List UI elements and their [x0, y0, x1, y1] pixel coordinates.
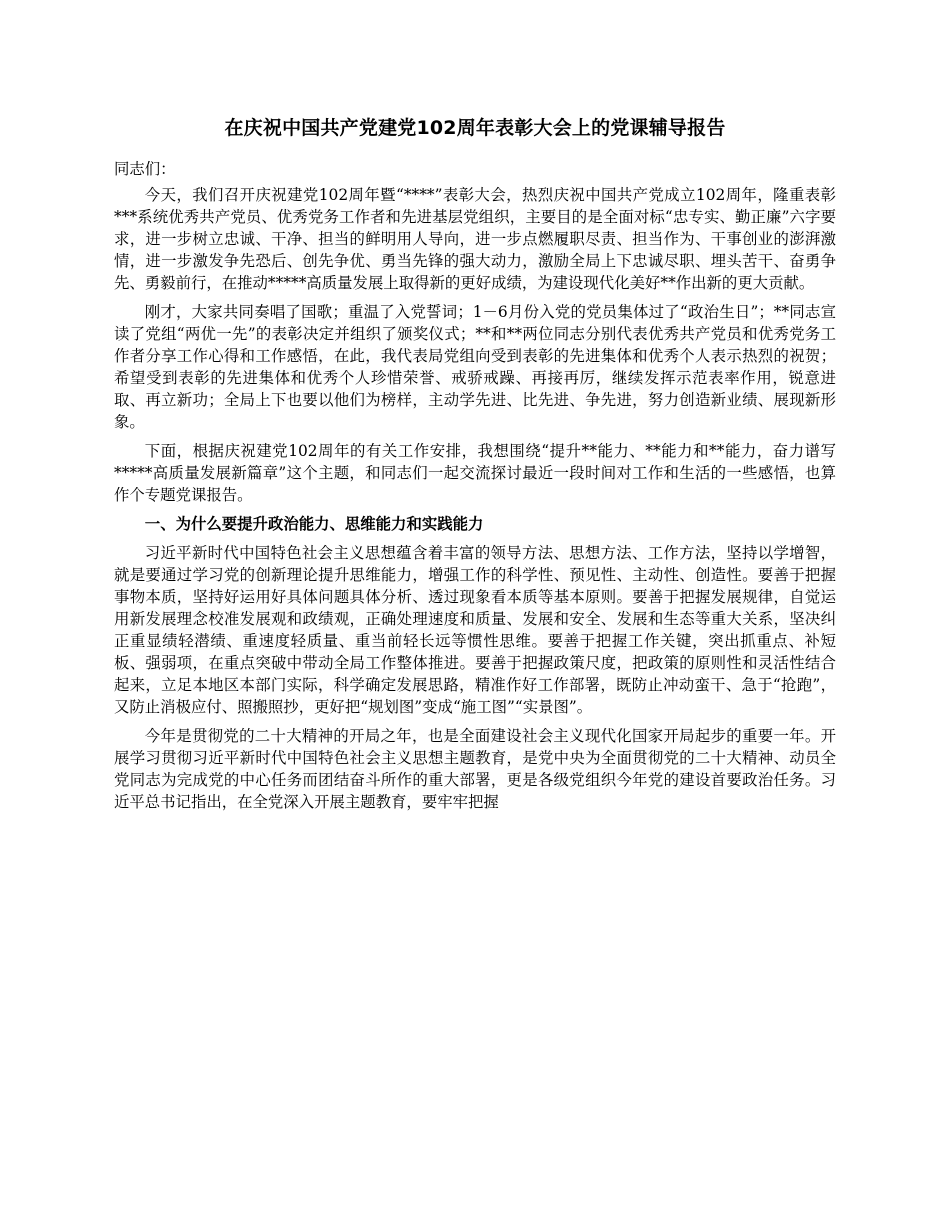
paragraph-report-topic: 下面，根据庆祝建党102周年的有关工作安排，我想围绕“提升**能力、**能力和**能力，奋力谱写*****高质量发展新篇章”这个主题，和同志们一起交流探讨最近一段时间对工作和生活的一些感悟，也算作个专题党课报告。	[114, 442, 836, 504]
paragraph-ceremony-review: 刚才，大家共同奏唱了国歌；重温了入党誓词；1－6月份入党的党员集体过了“政治生日”；**同志宣读了党组“两优一先”的表彰决定并组织了颁奖仪式；**和**两位同志分别代表优秀共产党员和优秀党务工作者分享工作心得和工作感悟，在此，我代表局党组向受到表彰的先进集体和优秀个人表示热烈的祝贺；希望受到表彰的先进集体和优秀个人珍惜荣誉、戒骄戒躁、再接再厉，继续发挥示范表率作用，锐意进取、再立新功；全局上下也要以他们为榜样，主动学先进、比先进、争先进，努力创造新业绩、展现新形象。	[114, 303, 836, 431]
document-page	[114, 112, 836, 820]
paragraph-thinking-ability: 习近平新时代中国特色社会主义思想蕴含着丰富的领导方法、思想方法、工作方法，坚持以学增智，就是要通过学习党的创新理论提升思维能力，增强工作的科学性、预见性、主动性、创造性。要善于把握事物本质，坚持好运用好具体问题具体分析、透过现象看本质等基本原则。要善于把握发展规律，自觉运用新发展理念校准发展观和政绩观，正确处理速度和质量、发展和安全、发展和生态等重大关系，坚决纠正重显绩轻潜绩、重速度轻质量、重当前轻长远等惯性思维。要善于把握工作关键，突出抓重点、补短板、强弱项，在重点突破中带动全局工作整体推进。要善于把握政策尺度，把政策的原则性和灵活性结合起来，立足本地区本部门实际，科学确定发展思路，精准作好工作部署，既防止冲动蛮干、急于“抢跑”，又防止消极应付、照搬照抄，更好把“规划图”变成“施工图”“实景图”。	[114, 544, 836, 716]
paragraph-theme-education: 今年是贯彻党的二十大精神的开局之年，也是全面建设社会主义现代化国家开局起步的重要一年。开展学习贯彻习近平新时代中国特色社会主义思想主题教育，是党中央为全面贯彻党的二十大精神、动员全党同志为完成党的中心任务而团结奋斗所作的重大部署，更是各级党组织今年党的建设首要政治任务。习近平总书记指出，在全党深入开展主题教育，要牢牢把握	[114, 727, 836, 811]
salutation: 同志们：	[114, 160, 176, 178]
paragraph-opening: 今天，我们召开庆祝建党102周年暨“****”表彰大会，热烈庆祝中国共产党成立102周年，隆重表彰***系统优秀共产党员、优秀党务工作者和先进基层党组织，主要目的是全面对标“忠专实、勤正廉”六字要求，进一步树立忠诚、干净、担当的鲜明用人导向，进一步点燃履职尽责、担当作为、干事创业的澎湃激情，进一步激发争先恐后、创先争优、勇当先锋的强大动力，激励全局上下忠诚尽职、埋头苦干、奋勇争先、勇毅前行，在推动*****高质量发展上取得新的更好成绩，为建设现代化美好**作出新的更大贡献。	[114, 186, 836, 292]
section-heading: 一、为什么要提升政治能力、思维能力和实践能力	[144, 515, 484, 533]
document-title: 在庆祝中国共产党建党102周年表彰大会上的党课辅导报告	[224, 117, 726, 139]
